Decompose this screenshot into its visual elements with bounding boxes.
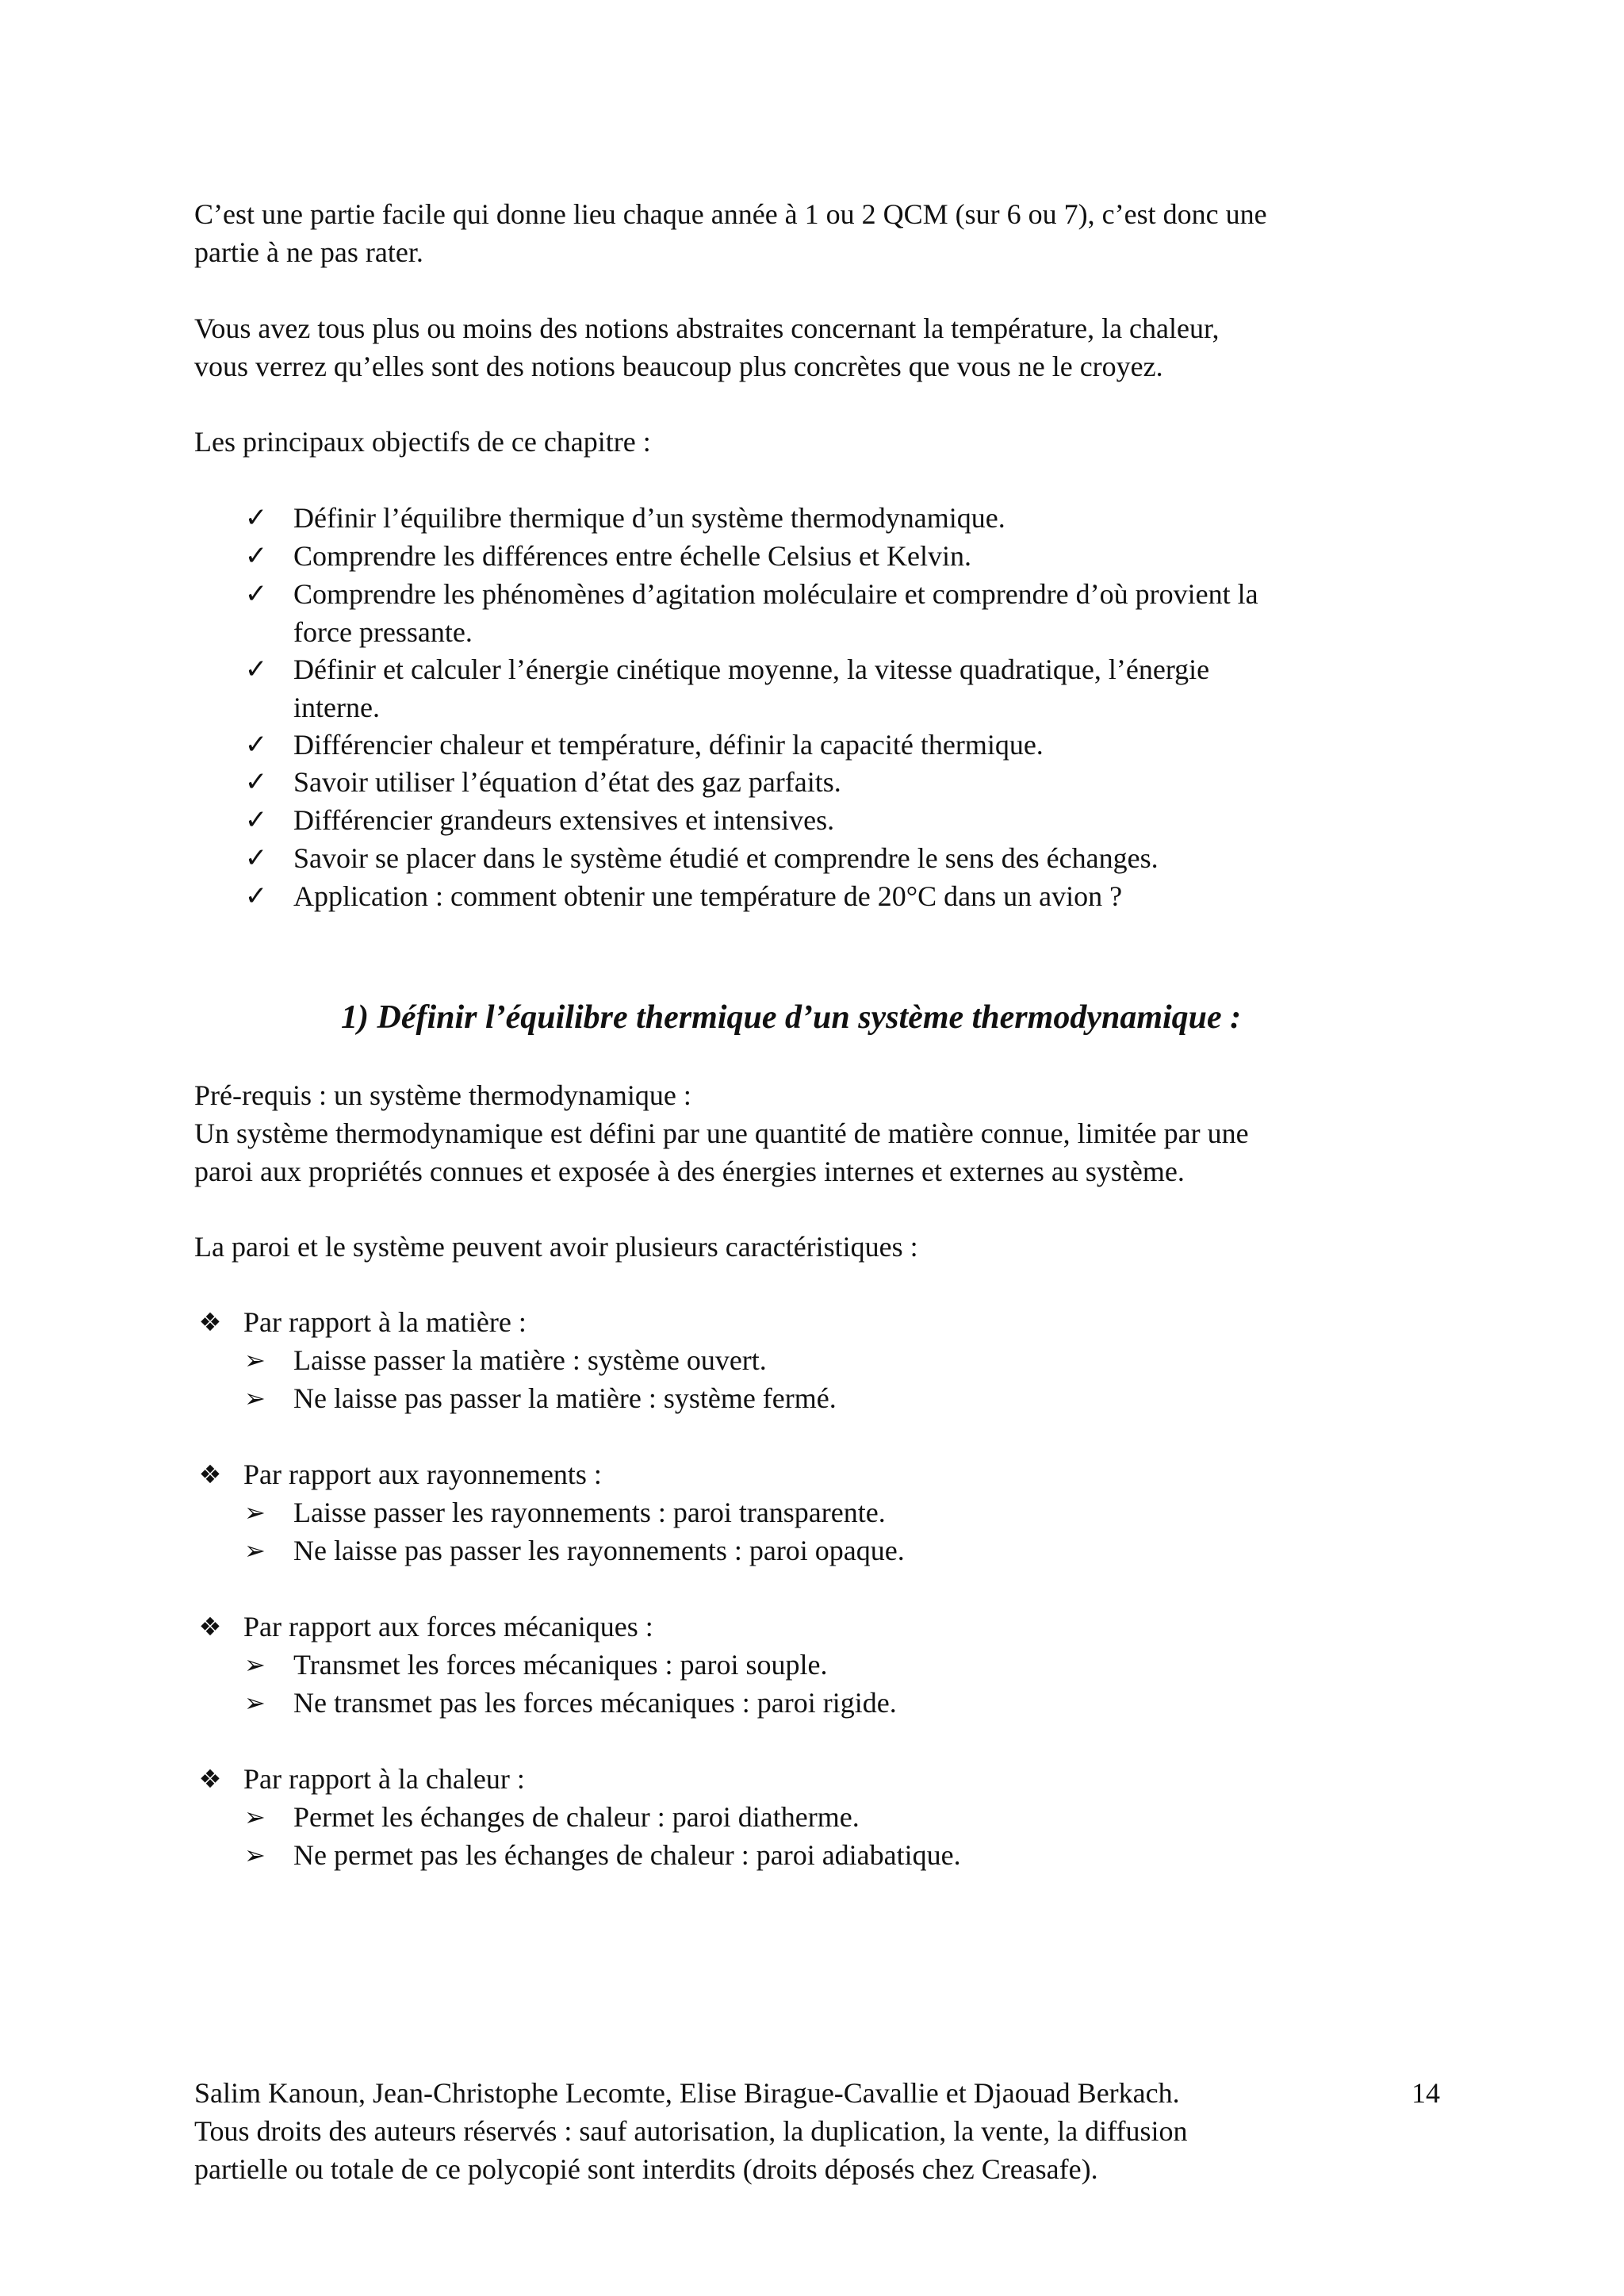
check-mark-icon: ✓: [244, 540, 268, 572]
objective-item: Savoir se placer dans le système étudié et comprendre le sens des échanges.: [293, 842, 1159, 874]
group-item: Ne transmet pas les forces mécaniques : paroi rigide.: [293, 1687, 897, 1719]
check-mark-icon: ✓: [244, 880, 268, 912]
footer-authors: Salim Kanoun, Jean-Christophe Lecomte, Elise Birague-Cavallie et Djaouad Berkach.: [194, 2077, 1180, 2109]
check-mark-icon: ✓: [244, 842, 268, 874]
group-title: Par rapport à la chaleur :: [243, 1763, 525, 1795]
page-number: 14: [1411, 2077, 1440, 2109]
intro-paragraph-2-line-2: vous verrez qu’elles sont des notions beaucoup plus concrètes que vous ne le croyez.: [194, 351, 1163, 382]
group-title: Par rapport aux rayonnements :: [243, 1458, 602, 1490]
check-mark-icon: ✓: [244, 502, 268, 534]
four-diamond-bullet-icon: ❖: [198, 1459, 222, 1489]
group-item: Ne laisse pas passer les rayonnements : paroi opaque.: [293, 1535, 905, 1566]
intro-paragraph-2-line-1: Vous avez tous plus ou moins des notions abstraites concernant la température, la chaleur,: [194, 312, 1220, 344]
four-diamond-bullet-icon: ❖: [198, 1307, 222, 1337]
characteristics-intro: La paroi et le système peuvent avoir plusieurs caractéristiques :: [194, 1231, 918, 1263]
objectives-intro: Les principaux objectifs de ce chapitre :: [194, 426, 651, 458]
arrowhead-bullet-icon: ➢: [244, 1535, 266, 1566]
arrowhead-bullet-icon: ➢: [244, 1383, 266, 1413]
prerequisite-line: Pré-requis : un système thermodynamique :: [194, 1079, 691, 1111]
check-mark-icon: ✓: [244, 654, 268, 685]
objective-item-continuation: force pressante.: [293, 616, 473, 648]
check-mark-icon: ✓: [244, 729, 268, 761]
objective-item: Comprendre les phénomènes d’agitation moléculaire et comprendre d’où provient la: [293, 578, 1258, 610]
definition-line-2: paroi aux propriétés connues et exposée à des énergies internes et externes au système.: [194, 1156, 1185, 1187]
arrowhead-bullet-icon: ➢: [244, 1840, 266, 1870]
objective-item: Application : comment obtenir une température de 20°C dans un avion ?: [293, 880, 1123, 912]
check-mark-icon: ✓: [244, 804, 268, 836]
group-item: Ne permet pas les échanges de chaleur : paroi adiabatique.: [293, 1839, 961, 1871]
objective-item: Différencier chaleur et température, définir la capacité thermique.: [293, 729, 1044, 761]
check-mark-icon: ✓: [244, 766, 268, 798]
four-diamond-bullet-icon: ❖: [198, 1764, 222, 1794]
section-heading: 1) Définir l’équilibre thermique d’un système thermodynamique :: [341, 999, 1242, 1036]
group-item: Laisse passer la matière : système ouvert.: [293, 1344, 767, 1376]
group-title: Par rapport aux forces mécaniques :: [243, 1611, 653, 1642]
objective-item-continuation: interne.: [293, 692, 380, 723]
footer-rights-line-2: partielle ou totale de ce polycopié sont interdits (droits déposés chez Creasafe).: [194, 2153, 1098, 2185]
arrowhead-bullet-icon: ➢: [244, 1345, 266, 1375]
group-title: Par rapport à la matière :: [243, 1306, 527, 1338]
intro-paragraph-1-line-1: C’est une partie facile qui donne lieu chaque année à 1 ou 2 QCM (sur 6 ou 7), c’est donc une: [194, 198, 1267, 230]
group-item: Laisse passer les rayonnements : paroi transparente.: [293, 1497, 886, 1528]
group-item: Permet les échanges de chaleur : paroi diatherme.: [293, 1801, 860, 1833]
objective-item: Définir l’équilibre thermique d’un système thermodynamique.: [293, 502, 1005, 534]
objective-item: Savoir utiliser l’équation d’état des gaz parfaits.: [293, 766, 841, 798]
objective-item: Comprendre les différences entre échelle Celsius et Kelvin.: [293, 540, 972, 572]
arrowhead-bullet-icon: ➢: [244, 1688, 266, 1718]
definition-line-1: Un système thermodynamique est défini par une quantité de matière connue, limitée par une: [194, 1117, 1249, 1149]
four-diamond-bullet-icon: ❖: [198, 1612, 222, 1642]
intro-paragraph-1-line-2: partie à ne pas rater.: [194, 236, 423, 268]
objective-item: Différencier grandeurs extensives et intensives.: [293, 804, 835, 836]
objective-item: Définir et calculer l’énergie cinétique moyenne, la vitesse quadratique, l’énergie: [293, 654, 1210, 685]
footer-rights-line-1: Tous droits des auteurs réservés : sauf autorisation, la duplication, la vente, la diffusion: [194, 2115, 1188, 2147]
group-item: Transmet les forces mécaniques : paroi souple.: [293, 1649, 828, 1681]
group-item: Ne laisse pas passer la matière : système fermé.: [293, 1382, 837, 1414]
arrowhead-bullet-icon: ➢: [244, 1802, 266, 1832]
arrowhead-bullet-icon: ➢: [244, 1497, 266, 1527]
arrowhead-bullet-icon: ➢: [244, 1650, 266, 1680]
check-mark-icon: ✓: [244, 578, 268, 610]
